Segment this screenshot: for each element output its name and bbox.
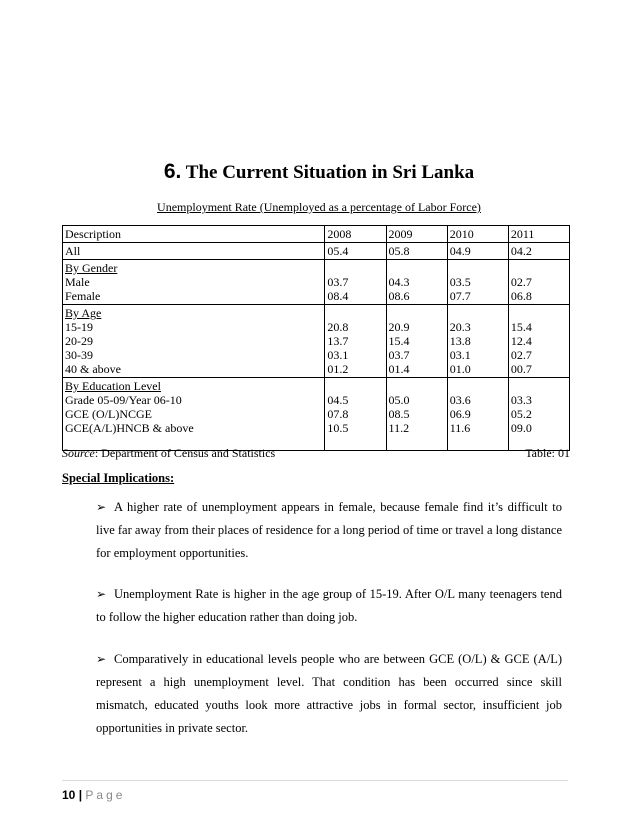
header-cell: 2011 [508,226,569,243]
arrow-bullet-icon: ➢ [96,652,107,666]
header-cell: 2008 [325,226,386,243]
row-label: 40 & above [65,362,121,376]
group-values: 03.6 06.9 11.6 [447,378,508,451]
group-labels [63,305,325,378]
section-number: 6. [163,160,182,183]
group-labels [63,378,325,451]
row-label: Grade 05-09/Year 06-10 [65,393,182,407]
row-label: 30-39 [65,348,93,362]
table-group-gender [63,260,570,305]
group-values: 03.7 08.4 [325,260,386,305]
unemployment-table [62,225,570,451]
group-values: 03.3 05.2 09.0 [508,378,569,451]
table-source [62,446,570,461]
table-group-age [63,305,570,378]
list-item [96,496,562,565]
group-values: 20.8 13.7 03.1 01.2 [325,305,386,378]
table-header-row [63,226,570,243]
group-labels [63,260,325,305]
table-caption: Unemployment Rate (Unemployed as a percentage of Labor Force) [157,200,481,214]
bullet-text: Unemployment Rate is higher in the age group of 15-19. After O/L many teenagers tend to follow the higher education rather than doing job. [96,587,562,624]
source-text: : Department of Census and Statistics [94,446,276,460]
table-cell: 05.8 [386,243,447,260]
bullet-text: Comparatively in educational levels people who are between GCE (O/L) & GCE (A/L) represent a high unemployment level. That condition has been occurred since skill mismatch, educated youths look more attractive jobs in formal sector, insufficient job opportunities in private sector. [96,652,562,735]
page-label: Page [85,788,126,802]
table-group-education [63,378,570,451]
row-label: GCE(A/L)HNCB & above [65,421,194,435]
row-label: Female [65,289,101,303]
group-values: 03.5 07.7 [447,260,508,305]
footer-separator: | [78,788,83,802]
group-values: 04.3 08.6 [386,260,447,305]
source-label: Source [62,446,95,460]
group-title: By Gender [65,261,118,275]
header-cell: Description [63,226,325,243]
page-footer [62,788,125,802]
group-values: 20.9 15.4 03.7 01.4 [386,305,447,378]
page-number: 10 [62,788,76,802]
group-title: By Age [65,306,102,320]
group-values: 15.4 12.4 02.7 00.7 [508,305,569,378]
row-label: Male [65,275,90,289]
table-row [63,243,570,260]
table-reference: Table: 01 [525,446,570,460]
row-label: All [63,243,325,260]
header-cell: 2009 [386,226,447,243]
row-label: GCE (O/L)NCGE [65,407,152,421]
group-values: 05.0 08.5 11.2 [386,378,447,451]
table-cell: 04.9 [447,243,508,260]
table-cell: 05.4 [325,243,386,260]
group-values: 02.7 06.8 [508,260,569,305]
list-item [96,648,562,740]
group-title: By Education Level [65,379,161,393]
group-values: 20.3 13.8 03.1 01.0 [447,305,508,378]
bullet-text: A higher rate of unemployment appears in female, because female find it’s difficult to live far away from their places of residence for a long period of time or travel a long distance for employment opportunities. [96,500,562,560]
row-label: 20-29 [65,334,93,348]
list-item [96,583,562,629]
arrow-bullet-icon: ➢ [96,500,107,514]
group-values: 04.5 07.8 10.5 [325,378,386,451]
section-heading [0,160,638,184]
special-implications-heading: Special Implications: [62,471,175,485]
row-label: 15-19 [65,320,93,334]
header-cell: 2010 [447,226,508,243]
arrow-bullet-icon: ➢ [96,587,107,601]
table-cell: 04.2 [508,243,569,260]
footer-divider [62,780,568,781]
section-title: The Current Situation in Sri Lanka [185,162,475,183]
